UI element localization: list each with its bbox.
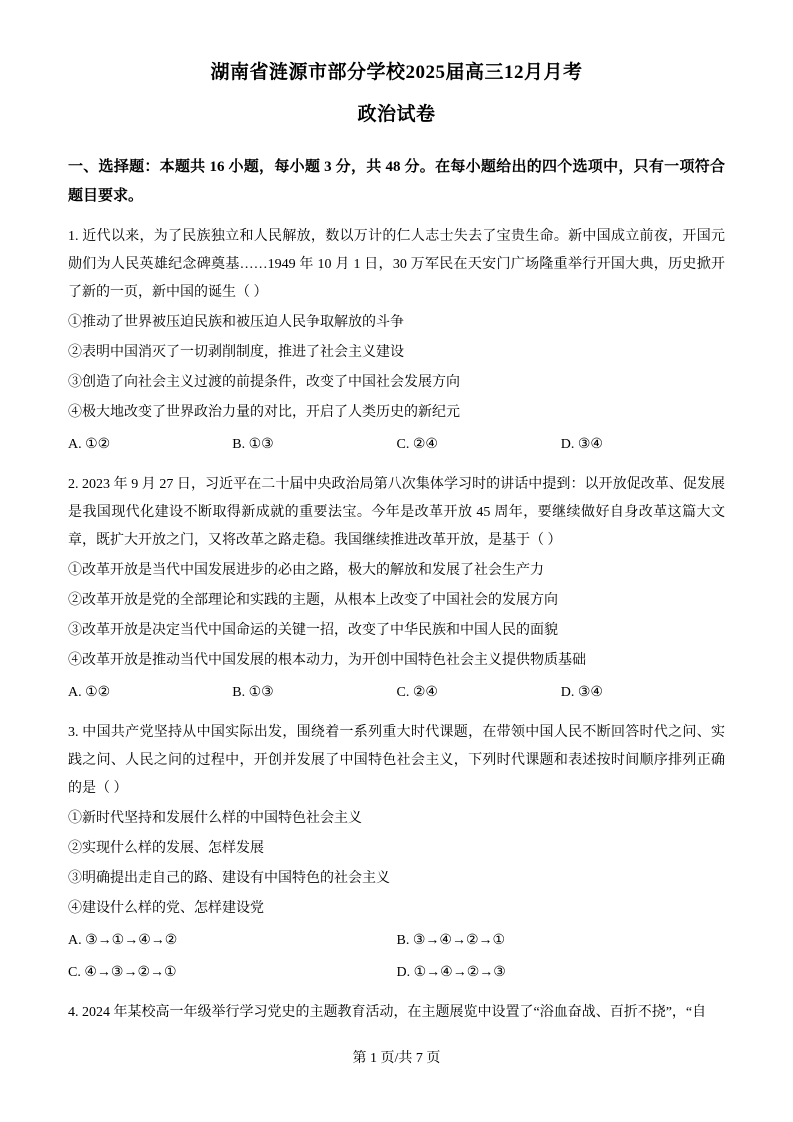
answer-choice-a[interactable]: A. ①②	[68, 437, 111, 453]
answer-choice-a[interactable]: A. ③→①→④→②	[68, 933, 178, 949]
question-option: ③改革开放是决定当代中国命运的关键一招，改变了中华民族和中国人民的面貌	[68, 623, 558, 639]
question-block	[68, 471, 725, 707]
answer-choice-d[interactable]: D. ③④	[560, 437, 603, 453]
answer-choice-c[interactable]: C. ②④	[396, 437, 438, 453]
question-block	[68, 719, 725, 987]
answer-choices	[68, 959, 725, 987]
page-footer: 第 1 页/共 7 页	[352, 1050, 441, 1066]
answer-choices	[68, 679, 725, 707]
question-option: ①新时代坚持和发展什么样的中国特色社会主义	[68, 811, 362, 827]
page-title: 湖南省涟源市部分学校2025届高三12月月考	[210, 62, 583, 83]
answer-choice-b[interactable]: B. ①③	[232, 685, 274, 701]
answer-choice-c[interactable]: C. ②④	[396, 685, 438, 701]
question-option: ①推动了世界被压迫民族和被压迫人民争取解放的斗争	[68, 315, 404, 331]
answer-choice-b[interactable]: B. ③→④→②→①	[396, 933, 506, 949]
question-block	[68, 999, 725, 1027]
answer-choice-b[interactable]: B. ①③	[232, 437, 274, 453]
question-option: ①改革开放是当代中国发展进步的必由之路，极大的解放和发展了社会生产力	[68, 563, 544, 579]
question-option: ②改革开放是党的全部理论和实践的主题，从根本上改变了中国社会的发展方向	[68, 593, 558, 609]
question-option: ②表明中国消灭了一切剥削制度，推进了社会主义建设	[68, 345, 404, 361]
page-subtitle: 政治试卷	[357, 104, 436, 126]
question-block	[68, 223, 725, 459]
question-option: ③创造了向社会主义过渡的前提条件，改变了中国社会发展方向	[68, 375, 460, 391]
answer-choice-d[interactable]: D. ③④	[560, 685, 603, 701]
question-stem: 1. 近代以来，为了民族独立和人民解放，数以万计的仁人志士失去了宝贵生命。新中国成立前夜，开国元勋们为人民英雄纪念碑奠基……1949 年 10 月 1 日，30 万军民在天安门广场隆重举行开国大典，历史掀开了新的一页，新中国的诞生（ ）	[68, 229, 725, 301]
answer-choice-d[interactable]: D. ①→④→②→③	[396, 965, 506, 981]
answer-choices	[68, 927, 725, 955]
section-heading-1: 一、选择题：本题共 16 小题，每小题 3 分，共 48 分。在每小题给出的四个选项中，只有一项符合题目要求。	[68, 158, 725, 205]
answer-choice-a[interactable]: A. ①②	[68, 685, 111, 701]
answer-choices	[68, 431, 725, 459]
answer-choice-c[interactable]: C. ④→③→②→①	[68, 965, 177, 981]
question-option: ④极大地改变了世界政治力量的对比，开启了人类历史的新纪元	[68, 405, 460, 421]
question-option: ③明确提出走自己的路、建设有中国特色的社会主义	[68, 871, 390, 887]
question-option: ②实现什么样的发展、怎样发展	[68, 841, 264, 857]
question-stem: 3. 中国共产党坚持从中国实际出发，围绕着一系列重大时代课题，在带领中国人民不断回答时代之问、实践之问、人民之问的过程中，开创并发展了中国特色社会主义，下列时代课题和表述按时间顺序排列正确的是（ ）	[68, 725, 725, 797]
question-stem: 2. 2023 年 9 月 27 日，习近平在二十届中央政治局第八次集体学习时的讲话中提到：以开放促改革、促发展是我国现代化建设不断取得新成就的重要法宝。今年是改革开放 45 周年，要继续做好自身改革这篇大文章，既扩大开放之门，又将改革之路走稳。我国继续推进改革开放，是基于（ ）	[68, 477, 725, 549]
question-option: ④改革开放是推动当代中国发展的根本动力，为开创中国特色社会主义提供物质基础	[68, 653, 586, 669]
question-option: ④建设什么样的党、怎样建设党	[68, 901, 264, 917]
question-stem: 4. 2024 年某校高一年级举行学习党史的主题教育活动，在主题展览中设置了“浴血奋战、百折不挠”，“自	[68, 1005, 707, 1021]
